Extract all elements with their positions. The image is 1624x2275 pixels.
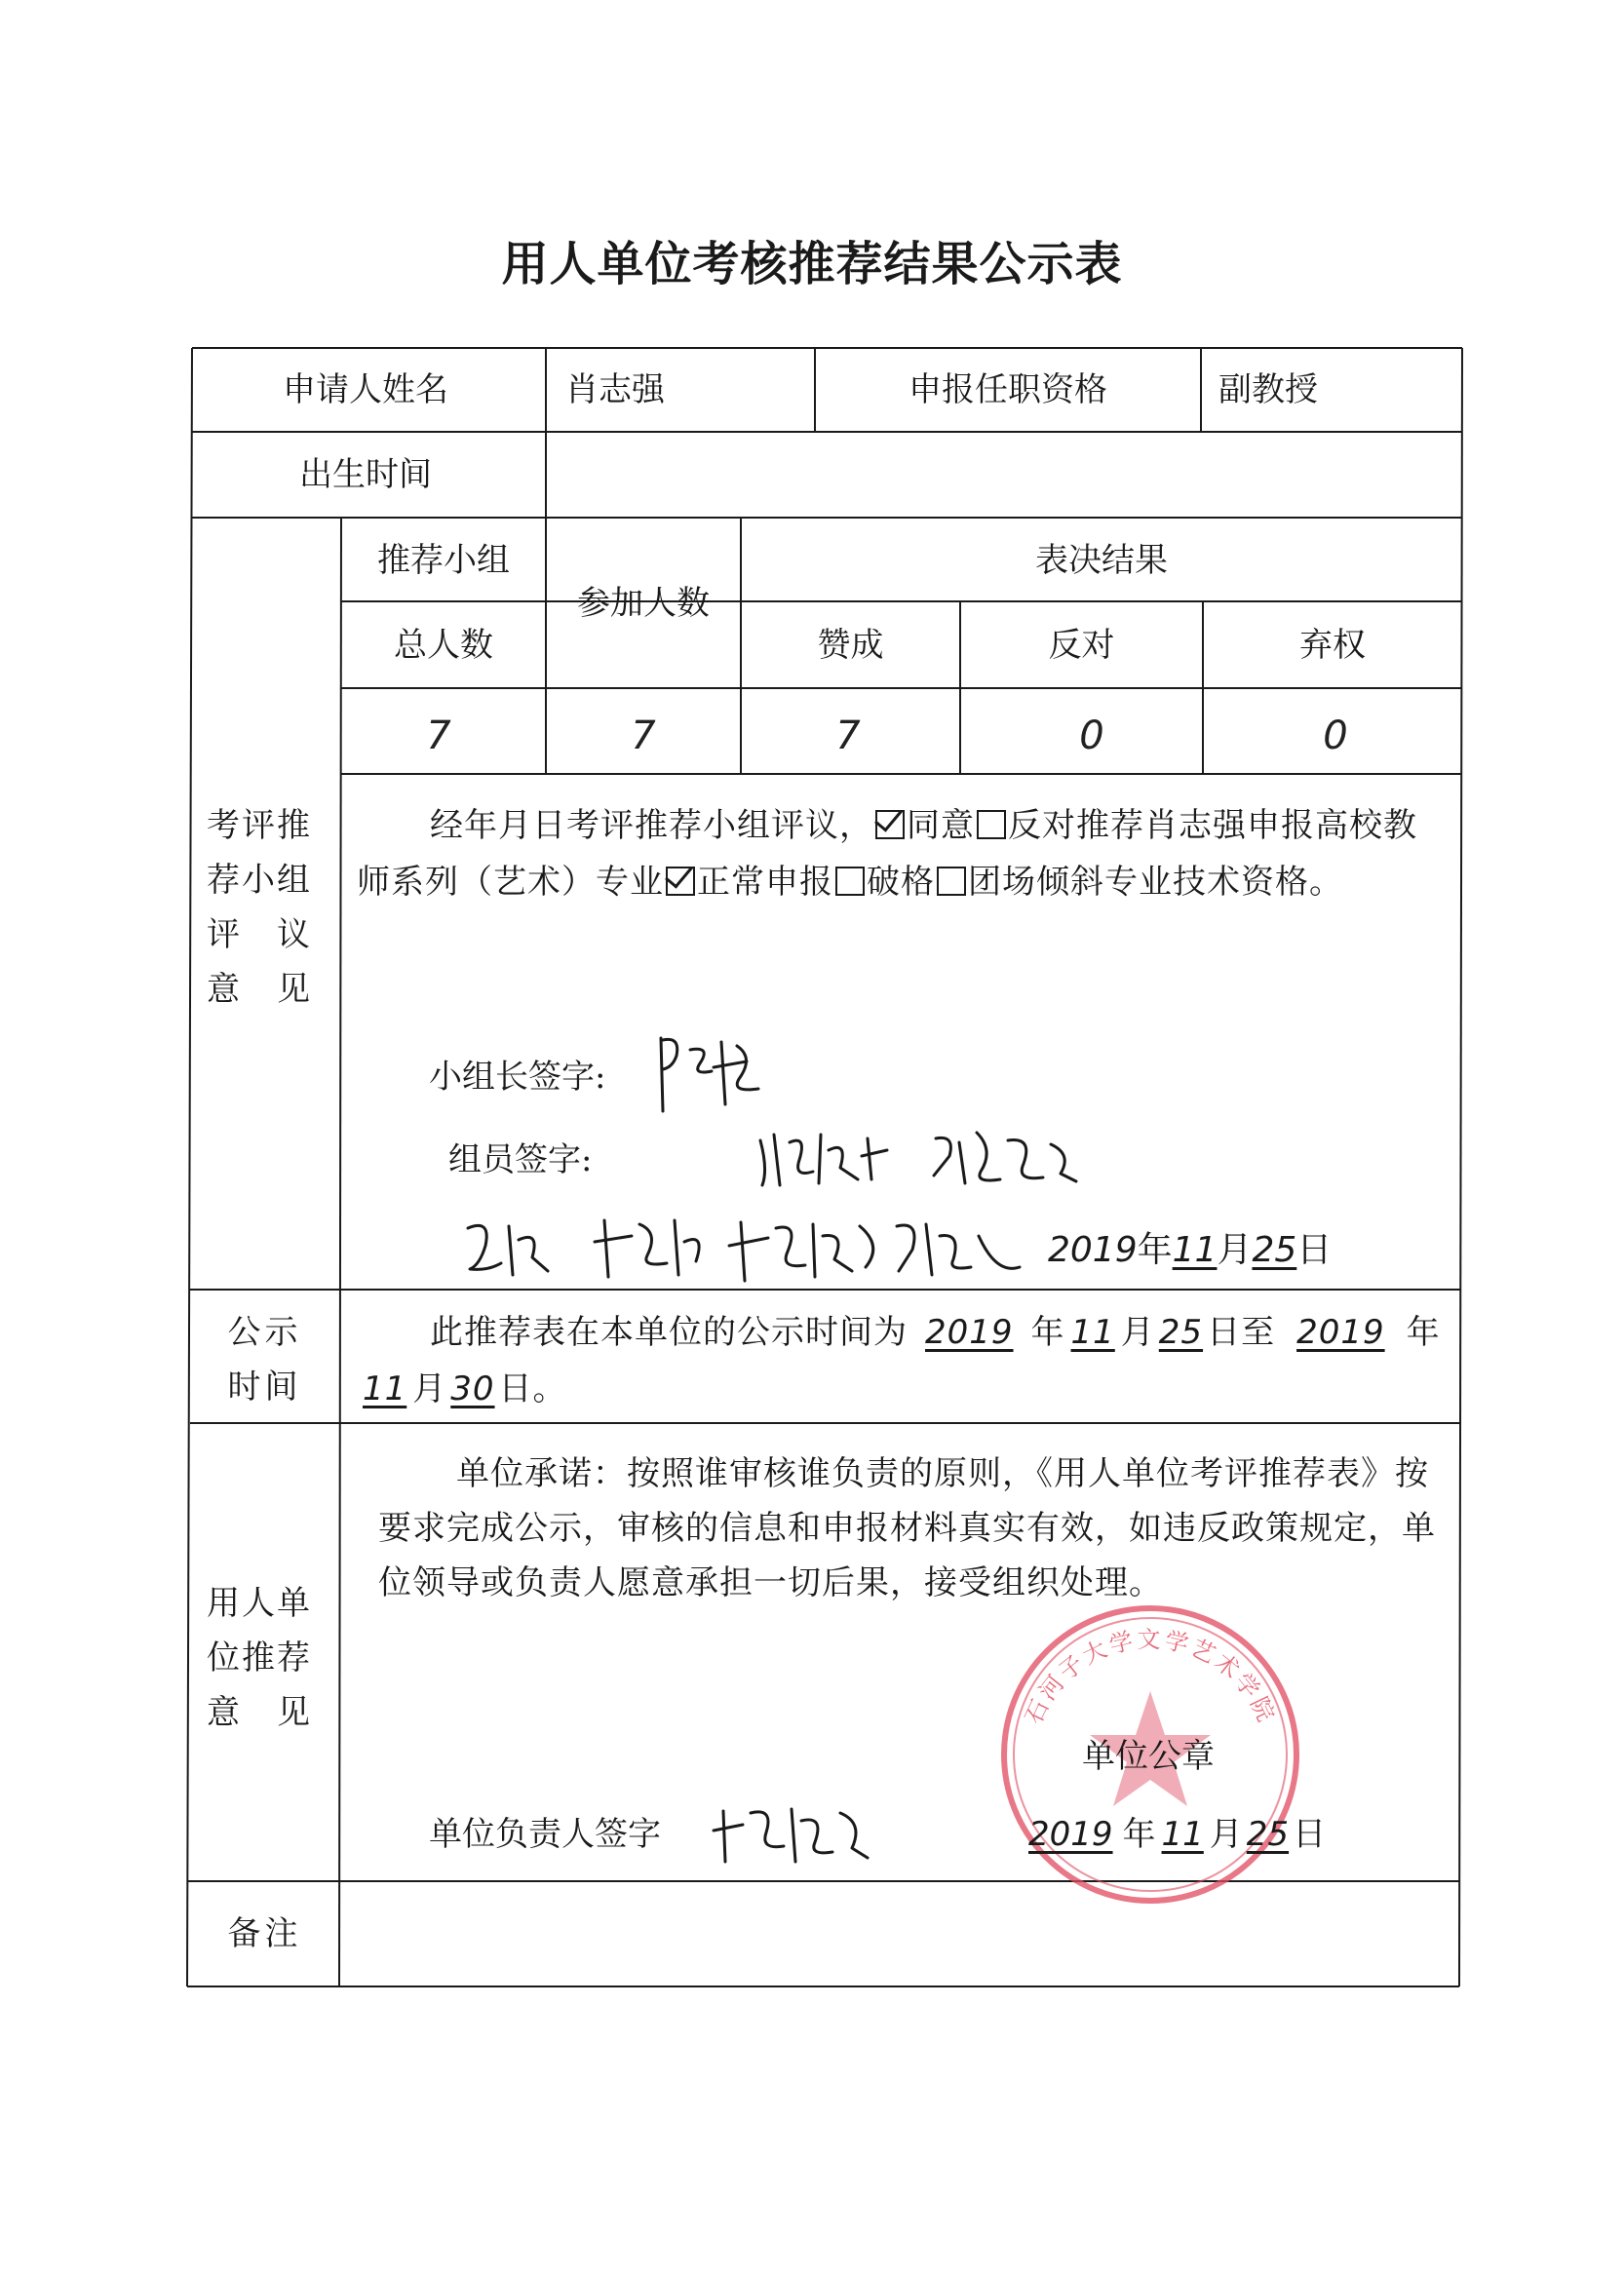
- label-approve: 赞成: [817, 626, 884, 665]
- value-applicant-name: 肖志强: [565, 370, 665, 409]
- value-abstain: 0: [1323, 713, 1348, 758]
- publicity-start-day-char: 日: [1207, 1313, 1242, 1352]
- publicity-start-month-char: 月: [1120, 1313, 1155, 1352]
- label-review-line3: 评 议: [207, 915, 312, 954]
- employer-year: 2019: [1028, 1815, 1113, 1854]
- employer-date: [1019, 1815, 1327, 1854]
- oppose-label: 反对: [1008, 806, 1076, 845]
- employer-leader-signature: [710, 1793, 875, 1871]
- label-review-line2: 荐小组: [207, 861, 312, 900]
- label-publicity-line2: 时间: [227, 1368, 302, 1407]
- label-qualification: 申报任职资格: [909, 370, 1107, 409]
- publicity-end-day-char: 日: [498, 1369, 533, 1408]
- label-group-total-line1: 推荐小组: [377, 541, 510, 580]
- review-year: 2019: [1048, 1230, 1138, 1270]
- publicity-end-year-char: 年: [1406, 1313, 1441, 1352]
- page-title: 用人单位考核推荐结果公示表: [501, 237, 1123, 291]
- value-approve: 7: [835, 713, 861, 758]
- employer-day-char: 日: [1293, 1815, 1327, 1854]
- label-employer-line1: 用人单: [207, 1584, 312, 1623]
- review-text-part1: 经年月日考评推荐小组评议，: [430, 806, 873, 845]
- value-group-total: 7: [426, 713, 451, 758]
- review-day-char: 日: [1296, 1230, 1333, 1270]
- publicity-end-month-char: 月: [412, 1369, 447, 1408]
- employer-month-char: 月: [1209, 1815, 1243, 1854]
- checkbox-troupe[interactable]: [937, 867, 966, 896]
- member-signatures-row2: [458, 1207, 1111, 1294]
- review-day: 25: [1252, 1230, 1297, 1270]
- review-year-char: 年: [1137, 1230, 1173, 1270]
- review-text-part3: 专业技术资格。: [1104, 863, 1343, 902]
- review-month-char: 月: [1217, 1230, 1253, 1270]
- label-review-line4: 意 见: [207, 970, 312, 1009]
- review-text-part2: 推荐肖志强申报高校教师系列（艺术）专业: [357, 806, 1417, 902]
- checkbox-normal[interactable]: [666, 867, 695, 896]
- agree-label: 同意: [907, 806, 975, 845]
- seal-text: 石河子大学文学艺术学院: [1020, 1626, 1281, 1729]
- label-birth-time: 出生时间: [299, 455, 432, 494]
- value-participants: 7: [631, 713, 656, 758]
- label-review-line1: 考评推: [207, 806, 312, 845]
- remarks-value[interactable]: [370, 1917, 1443, 1956]
- normal-label: 正常申报: [697, 863, 833, 902]
- review-date: [1048, 1230, 1333, 1270]
- label-abstain: 弃权: [1299, 626, 1366, 665]
- seal-label: 单位公章: [1082, 1737, 1215, 1776]
- publicity-to: 至: [1241, 1313, 1276, 1352]
- troupe-label: 团场倾斜: [968, 863, 1104, 902]
- label-participants: 参加人数: [577, 584, 710, 623]
- checkbox-agree[interactable]: [875, 810, 905, 839]
- review-month: 11: [1172, 1230, 1218, 1270]
- value-qualification: 副教授: [1218, 370, 1318, 409]
- value-oppose: 0: [1079, 713, 1104, 758]
- employer-day: 25: [1246, 1815, 1290, 1854]
- label-remarks: 备注: [227, 1914, 302, 1953]
- employer-month: 11: [1161, 1815, 1204, 1854]
- publicity-start-month: 11: [1070, 1313, 1115, 1352]
- publicity-paragraph: [357, 1304, 1449, 1417]
- label-applicant-name: 申请人姓名: [283, 370, 448, 409]
- publicity-start-day: 25: [1158, 1313, 1204, 1352]
- member-sign-label: 组员签字:: [448, 1140, 593, 1179]
- member-signatures-row1: [751, 1121, 1082, 1199]
- checkbox-breakthrough[interactable]: [835, 867, 865, 896]
- publicity-end-mark: 。: [532, 1369, 567, 1408]
- leader-sign-label: 小组长签字:: [429, 1058, 606, 1097]
- review-paragraph: [357, 797, 1449, 910]
- label-vote-result: 表决结果: [1035, 541, 1168, 580]
- leader-signature: [653, 1028, 770, 1121]
- label-employer-line3: 意 见: [207, 1693, 312, 1732]
- publicity-start-year-char: 年: [1030, 1313, 1065, 1352]
- employer-leader-sign-label: 单位负责人签字: [429, 1815, 661, 1854]
- label-group-total-line2: 总人数: [394, 626, 493, 665]
- publicity-end-year: 2019: [1296, 1313, 1385, 1352]
- label-oppose: 反对: [1048, 626, 1115, 665]
- publicity-text-prefix: 此推荐表在本单位的公示时间为: [430, 1313, 908, 1352]
- publicity-end-month: 11: [363, 1369, 407, 1408]
- publicity-end-day: 30: [450, 1369, 495, 1408]
- employer-year-char: 年: [1122, 1815, 1156, 1854]
- label-publicity-line1: 公示: [227, 1313, 302, 1352]
- breakthrough-label: 破格: [867, 863, 935, 902]
- publicity-start-year: 2019: [925, 1313, 1014, 1352]
- employer-promise: 单位承诺：按照谁审核谁负责的原则，《用人单位考评推荐表》按要求完成公示，审核的信息和申报材料真实有效，如违反政策规定，单位领导或负责人愿意承担一切后果，接受组织处理。: [378, 1454, 1436, 1602]
- label-employer-line2: 位推荐: [207, 1639, 312, 1677]
- checkbox-oppose[interactable]: [977, 810, 1006, 839]
